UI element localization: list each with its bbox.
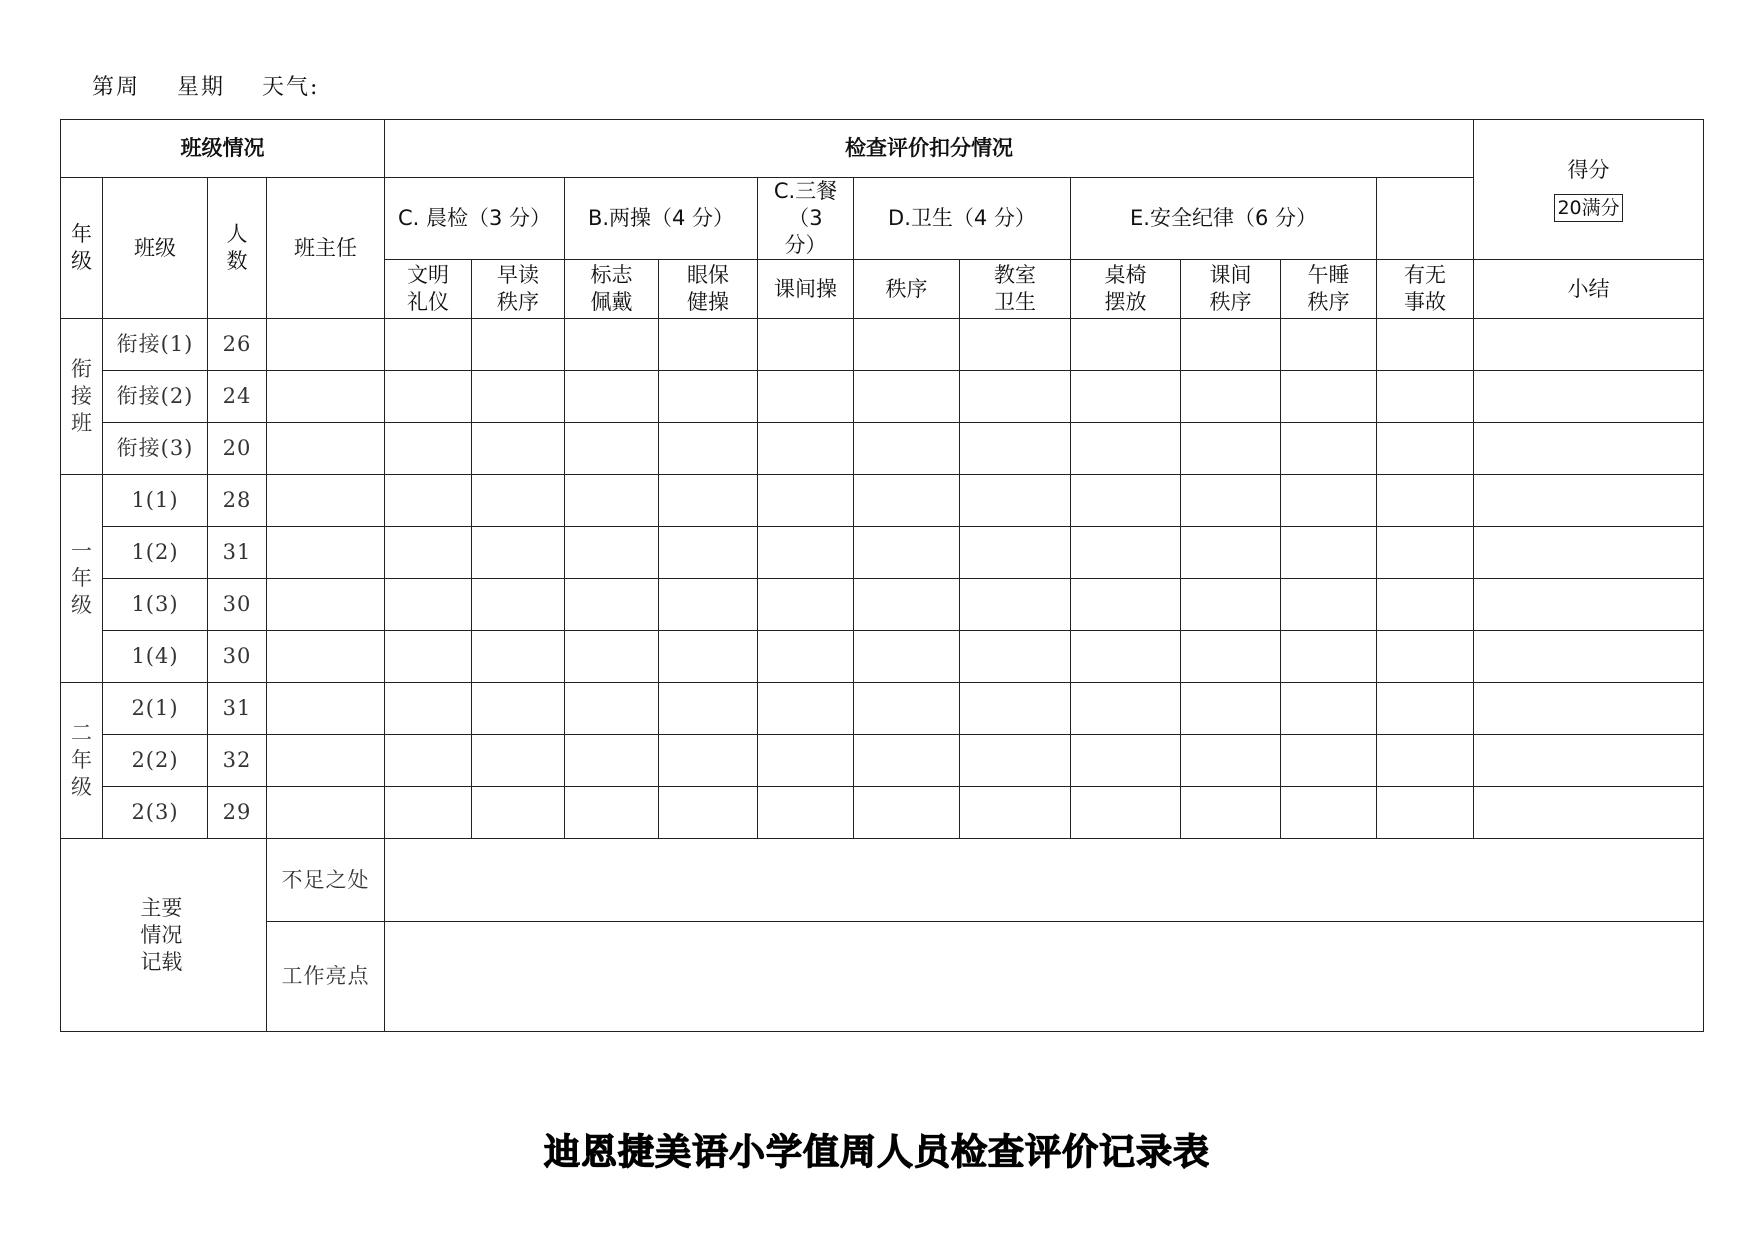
item-header bbox=[659, 260, 758, 319]
score-cell[interactable] bbox=[659, 423, 758, 475]
teacher-cell[interactable] bbox=[267, 319, 385, 371]
teacher-cell[interactable] bbox=[267, 579, 385, 631]
score-cell[interactable] bbox=[565, 319, 659, 371]
main-records-cell bbox=[61, 839, 267, 1032]
summary-cell[interactable] bbox=[1474, 527, 1704, 579]
score-cell[interactable] bbox=[659, 319, 758, 371]
score-cell[interactable] bbox=[385, 371, 472, 423]
highlights-label: 工作亮点 bbox=[267, 922, 385, 1032]
score-cell[interactable] bbox=[1071, 579, 1181, 631]
score-cell[interactable] bbox=[1377, 787, 1474, 839]
score-cell[interactable] bbox=[1181, 319, 1281, 371]
score-cell[interactable] bbox=[1377, 735, 1474, 787]
count-col-header bbox=[208, 178, 267, 319]
score-cell[interactable] bbox=[472, 475, 565, 527]
class-count: 20 bbox=[208, 423, 267, 475]
score-cell[interactable] bbox=[1071, 631, 1181, 683]
summary-cell[interactable] bbox=[1474, 319, 1704, 371]
item-header bbox=[1281, 260, 1377, 319]
item-header bbox=[960, 260, 1071, 319]
item-header: 课间操 bbox=[758, 260, 854, 319]
class-info-header: 班级情况 bbox=[61, 120, 385, 178]
score-cell[interactable] bbox=[659, 787, 758, 839]
category-meals-label: C.三餐（3 分） bbox=[773, 179, 838, 257]
score-cell[interactable] bbox=[385, 475, 472, 527]
item-header bbox=[1071, 260, 1181, 319]
summary-cell[interactable] bbox=[1474, 475, 1704, 527]
item-label: 标志佩戴 bbox=[590, 263, 633, 314]
score-cell[interactable] bbox=[1181, 683, 1281, 735]
item-label: 眼保健操 bbox=[686, 263, 729, 314]
score-cell[interactable] bbox=[472, 579, 565, 631]
score-cell[interactable] bbox=[565, 735, 659, 787]
category-meals bbox=[758, 178, 854, 260]
teacher-cell[interactable] bbox=[267, 787, 385, 839]
score-cell[interactable] bbox=[472, 319, 565, 371]
summary-cell[interactable] bbox=[1474, 423, 1704, 475]
week-label: 第周 bbox=[92, 75, 141, 100]
item-header bbox=[385, 260, 472, 319]
highlights-field[interactable] bbox=[385, 922, 1704, 1032]
summary-cell[interactable] bbox=[1474, 683, 1704, 735]
weather-label: 天气: bbox=[262, 75, 320, 100]
score-cell[interactable] bbox=[854, 683, 960, 735]
class-count: 31 bbox=[208, 683, 267, 735]
class-name: 2(3) bbox=[103, 787, 208, 839]
class-count: 31 bbox=[208, 527, 267, 579]
score-cell[interactable] bbox=[385, 631, 472, 683]
score-cell[interactable] bbox=[565, 371, 659, 423]
score-cell[interactable] bbox=[1071, 527, 1181, 579]
grade-cell bbox=[61, 475, 103, 683]
summary-header: 小结 bbox=[1474, 260, 1704, 319]
score-cell[interactable] bbox=[854, 527, 960, 579]
item-header: 秩序 bbox=[854, 260, 960, 319]
score-cell[interactable] bbox=[385, 527, 472, 579]
score-cell[interactable] bbox=[854, 423, 960, 475]
score-cell[interactable] bbox=[1377, 371, 1474, 423]
class-name: 衔接(3) bbox=[103, 423, 208, 475]
score-cell[interactable] bbox=[1071, 371, 1181, 423]
score-cell[interactable] bbox=[1281, 371, 1377, 423]
document-title: 迪恩捷美语小学值周人员检查评价记录表 bbox=[543, 1132, 1210, 1173]
teacher-cell[interactable] bbox=[267, 631, 385, 683]
teacher-cell[interactable] bbox=[267, 371, 385, 423]
score-cell[interactable] bbox=[472, 683, 565, 735]
category-exercises: B.两操（4 分） bbox=[565, 178, 758, 260]
weekday-label: 星期 bbox=[177, 75, 226, 100]
score-cell[interactable] bbox=[758, 371, 854, 423]
score-cell[interactable] bbox=[1181, 631, 1281, 683]
score-cell[interactable] bbox=[472, 527, 565, 579]
teacher-cell[interactable] bbox=[267, 527, 385, 579]
item-label: 教室卫生 bbox=[993, 263, 1036, 314]
score-cell[interactable] bbox=[385, 735, 472, 787]
score-cell[interactable] bbox=[659, 631, 758, 683]
item-label: 午睡秩序 bbox=[1307, 263, 1350, 314]
class-count: 30 bbox=[208, 631, 267, 683]
score-cell[interactable] bbox=[1281, 631, 1377, 683]
class-count: 30 bbox=[208, 579, 267, 631]
score-cell[interactable] bbox=[854, 735, 960, 787]
summary-cell[interactable] bbox=[1474, 787, 1704, 839]
score-cell[interactable] bbox=[1281, 579, 1377, 631]
score-cell[interactable] bbox=[960, 631, 1071, 683]
item-label: 桌椅摆放 bbox=[1104, 263, 1147, 314]
score-cell[interactable] bbox=[565, 579, 659, 631]
score-cell[interactable] bbox=[385, 423, 472, 475]
score-cell[interactable] bbox=[565, 527, 659, 579]
score-cell[interactable] bbox=[1071, 319, 1181, 371]
score-cell[interactable] bbox=[565, 631, 659, 683]
score-cell[interactable] bbox=[1377, 475, 1474, 527]
score-cell[interactable] bbox=[1281, 787, 1377, 839]
score-cell[interactable] bbox=[854, 787, 960, 839]
class-name: 1(2) bbox=[103, 527, 208, 579]
score-cell[interactable] bbox=[758, 631, 854, 683]
score-cell[interactable] bbox=[565, 423, 659, 475]
score-cell[interactable] bbox=[472, 787, 565, 839]
shortcomings-field[interactable] bbox=[385, 839, 1704, 922]
score-cell[interactable] bbox=[1181, 527, 1281, 579]
inspection-header: 检查评价扣分情况 bbox=[385, 120, 1474, 178]
score-cell[interactable] bbox=[960, 475, 1071, 527]
inspection-table bbox=[60, 119, 1704, 1032]
score-cell[interactable] bbox=[1281, 423, 1377, 475]
grade-col-label: 年级 bbox=[71, 222, 92, 273]
score-cell[interactable] bbox=[758, 527, 854, 579]
score-cell[interactable] bbox=[1181, 735, 1281, 787]
score-cell[interactable] bbox=[854, 319, 960, 371]
score-cell[interactable] bbox=[960, 683, 1071, 735]
score-cell[interactable] bbox=[1377, 319, 1474, 371]
score-cell[interactable] bbox=[659, 683, 758, 735]
score-cell[interactable] bbox=[1281, 527, 1377, 579]
main-records-label: 主要情况记载 bbox=[140, 895, 183, 974]
teacher-cell[interactable] bbox=[267, 475, 385, 527]
score-cell[interactable] bbox=[659, 579, 758, 631]
score-cell[interactable] bbox=[960, 787, 1071, 839]
score-cell[interactable] bbox=[854, 631, 960, 683]
teacher-col-header: 班主任 bbox=[267, 178, 385, 319]
category-morning-check: C. 晨检（3 分） bbox=[385, 178, 565, 260]
score-cell[interactable] bbox=[758, 683, 854, 735]
class-count: 28 bbox=[208, 475, 267, 527]
grade-cell bbox=[61, 319, 103, 475]
grade-name: 一年级 bbox=[71, 539, 92, 617]
class-name: 2(2) bbox=[103, 735, 208, 787]
item-header bbox=[565, 260, 659, 319]
score-cell[interactable] bbox=[385, 787, 472, 839]
class-col-header: 班级 bbox=[103, 178, 208, 319]
score-cell[interactable] bbox=[1071, 787, 1181, 839]
summary-cell[interactable] bbox=[1474, 735, 1704, 787]
score-cell[interactable] bbox=[659, 371, 758, 423]
score-cell[interactable] bbox=[565, 683, 659, 735]
count-col-label: 人数 bbox=[226, 222, 248, 273]
score-cell[interactable] bbox=[1181, 423, 1281, 475]
score-cell[interactable] bbox=[659, 527, 758, 579]
item-header bbox=[1181, 260, 1281, 319]
sheet-header bbox=[92, 70, 347, 101]
score-cell[interactable] bbox=[960, 319, 1071, 371]
score-cell[interactable] bbox=[1377, 579, 1474, 631]
score-cell[interactable] bbox=[1071, 423, 1181, 475]
score-cell[interactable] bbox=[472, 371, 565, 423]
score-cell[interactable] bbox=[758, 735, 854, 787]
item-label: 课间秩序 bbox=[1209, 263, 1252, 314]
score-cell[interactable] bbox=[1281, 683, 1377, 735]
score-cell[interactable] bbox=[1071, 735, 1181, 787]
class-name: 1(1) bbox=[103, 475, 208, 527]
score-cell[interactable] bbox=[1377, 423, 1474, 475]
category-hygiene: D.卫生（4 分） bbox=[854, 178, 1071, 260]
score-cell[interactable] bbox=[854, 371, 960, 423]
score-cell[interactable] bbox=[472, 735, 565, 787]
class-name: 衔接(2) bbox=[103, 371, 208, 423]
teacher-cell[interactable] bbox=[267, 683, 385, 735]
score-cell[interactable] bbox=[659, 475, 758, 527]
score-cell[interactable] bbox=[1071, 475, 1181, 527]
score-cell[interactable] bbox=[960, 527, 1071, 579]
score-cell[interactable] bbox=[1281, 319, 1377, 371]
score-cell[interactable] bbox=[1181, 579, 1281, 631]
score-cell[interactable] bbox=[1377, 527, 1474, 579]
score-header: 得分 bbox=[1567, 158, 1610, 182]
score-cell[interactable] bbox=[854, 579, 960, 631]
score-cell[interactable] bbox=[960, 735, 1071, 787]
class-count: 24 bbox=[208, 371, 267, 423]
class-name: 1(3) bbox=[103, 579, 208, 631]
item-header bbox=[1377, 260, 1474, 319]
score-cell[interactable] bbox=[565, 787, 659, 839]
score-cell[interactable] bbox=[854, 475, 960, 527]
category-safety: E.安全纪律（6 分） bbox=[1071, 178, 1377, 260]
score-cell[interactable] bbox=[1181, 787, 1281, 839]
class-name: 2(1) bbox=[103, 683, 208, 735]
score-cell[interactable] bbox=[472, 631, 565, 683]
score-cell[interactable] bbox=[960, 423, 1071, 475]
score-cell[interactable] bbox=[758, 319, 854, 371]
full-score-box: 20满分 bbox=[1554, 194, 1622, 222]
score-cell[interactable] bbox=[758, 475, 854, 527]
shortcomings-label: 不足之处 bbox=[267, 839, 385, 922]
grade-cell bbox=[61, 683, 103, 839]
item-label: 文明礼仪 bbox=[406, 263, 449, 314]
score-cell[interactable] bbox=[1281, 475, 1377, 527]
score-cell[interactable] bbox=[1377, 683, 1474, 735]
summary-cell[interactable] bbox=[1474, 579, 1704, 631]
class-count: 29 bbox=[208, 787, 267, 839]
teacher-cell[interactable] bbox=[267, 735, 385, 787]
grade-col-header bbox=[61, 178, 103, 319]
grade-name: 二年级 bbox=[71, 721, 92, 799]
class-count: 32 bbox=[208, 735, 267, 787]
score-cell[interactable] bbox=[1181, 371, 1281, 423]
score-cell[interactable] bbox=[1377, 631, 1474, 683]
score-cell[interactable] bbox=[659, 735, 758, 787]
score-cell[interactable] bbox=[960, 579, 1071, 631]
class-name: 1(4) bbox=[103, 631, 208, 683]
score-cell[interactable] bbox=[758, 787, 854, 839]
score-cell[interactable] bbox=[565, 475, 659, 527]
item-label: 早读秩序 bbox=[496, 263, 539, 314]
class-name: 衔接(1) bbox=[103, 319, 208, 371]
grade-name: 衔接班 bbox=[71, 357, 92, 435]
item-header bbox=[472, 260, 565, 319]
score-cell[interactable] bbox=[960, 371, 1071, 423]
score-header-cell bbox=[1474, 120, 1704, 260]
summary-cell[interactable] bbox=[1474, 631, 1704, 683]
score-cell[interactable] bbox=[385, 579, 472, 631]
item-label: 有无事故 bbox=[1404, 263, 1447, 314]
score-cell[interactable] bbox=[1071, 683, 1181, 735]
score-cell[interactable] bbox=[758, 579, 854, 631]
score-cell[interactable] bbox=[1281, 735, 1377, 787]
score-cell[interactable] bbox=[385, 683, 472, 735]
score-cell[interactable] bbox=[385, 319, 472, 371]
score-cell[interactable] bbox=[758, 423, 854, 475]
score-cell[interactable] bbox=[1181, 475, 1281, 527]
summary-cell[interactable] bbox=[1474, 371, 1704, 423]
score-cell[interactable] bbox=[472, 423, 565, 475]
teacher-cell[interactable] bbox=[267, 423, 385, 475]
class-count: 26 bbox=[208, 319, 267, 371]
